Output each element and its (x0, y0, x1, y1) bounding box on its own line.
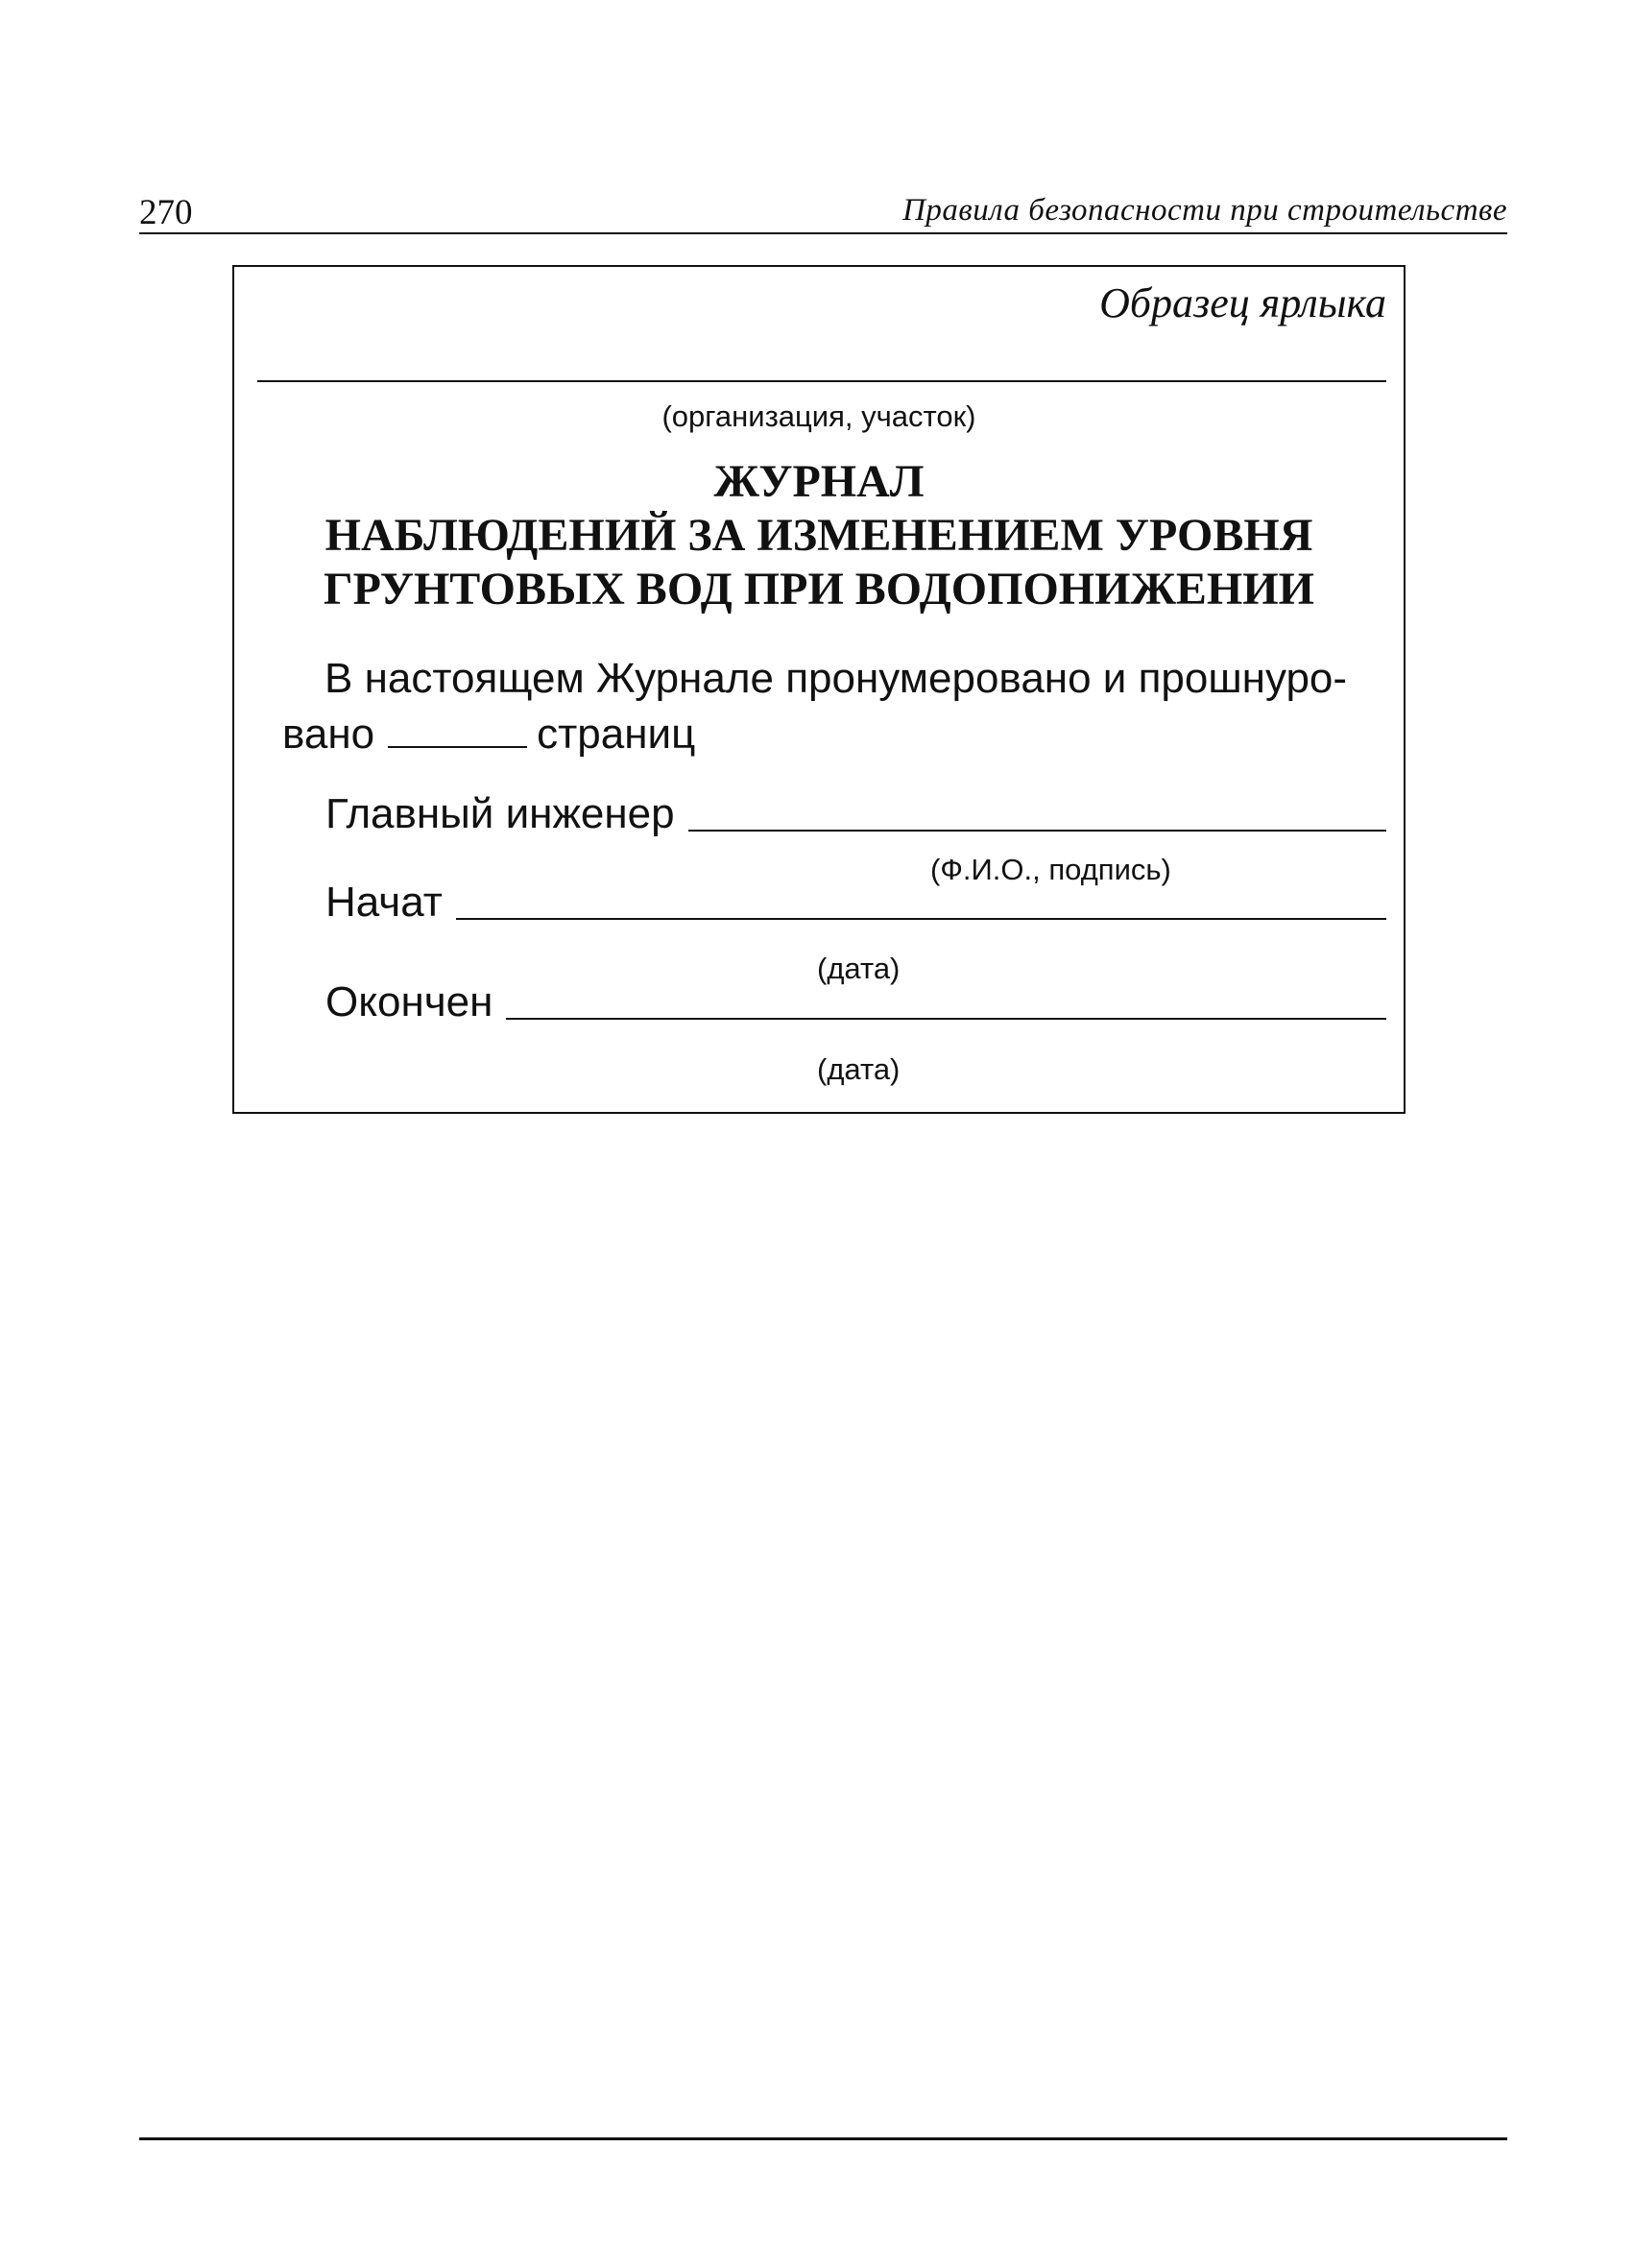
started-label: Начат (325, 879, 443, 926)
journal-title (234, 455, 1404, 616)
started-date-line (456, 918, 1386, 920)
footer-rule (139, 2137, 1507, 2140)
finished-date-line (506, 1018, 1386, 1020)
chief-engineer-signature-line (688, 830, 1386, 832)
journal-title-line: ГРУНТОВЫХ ВОД ПРИ ВОДОПОНИЖЕНИИ (324, 564, 1314, 615)
chief-engineer-label: Главный инженер (325, 790, 675, 837)
finished-field (325, 978, 1386, 1025)
running-header (139, 181, 1507, 234)
organization-caption: (организация, участок) (661, 399, 976, 433)
paragraph-line-end: страниц (537, 711, 696, 758)
page-count-paragraph (282, 651, 1386, 762)
sample-caption: Образец ярлыка (1099, 279, 1386, 326)
paragraph-line: В настоящем Журнале пронумеровано и прошнуро- (324, 655, 1348, 702)
journal-title-line: ЖУРНАЛ (713, 456, 925, 507)
label-sample-box (232, 265, 1406, 1114)
journal-title-line: НАБЛЮДЕНИЙ ЗА ИЗМЕНЕНИЕМ УРОВНЯ (324, 510, 1313, 561)
started-field (325, 881, 1386, 924)
organization-blank-line (257, 380, 1386, 382)
chief-engineer-caption: (Ф.И.О., подпись) (930, 853, 1171, 886)
page-count-blank (388, 710, 527, 748)
book-title: Правила безопасности при строительстве (902, 193, 1507, 228)
started-caption: (дата) (817, 952, 901, 985)
header-rule (139, 232, 1507, 234)
page-number: 270 (139, 193, 193, 232)
chief-engineer-field (325, 790, 1386, 837)
paragraph-line-start: вано (282, 711, 375, 758)
finished-caption: (дата) (817, 1052, 901, 1086)
paragraph-line (282, 707, 1386, 762)
finished-label: Окончен (325, 978, 493, 1025)
